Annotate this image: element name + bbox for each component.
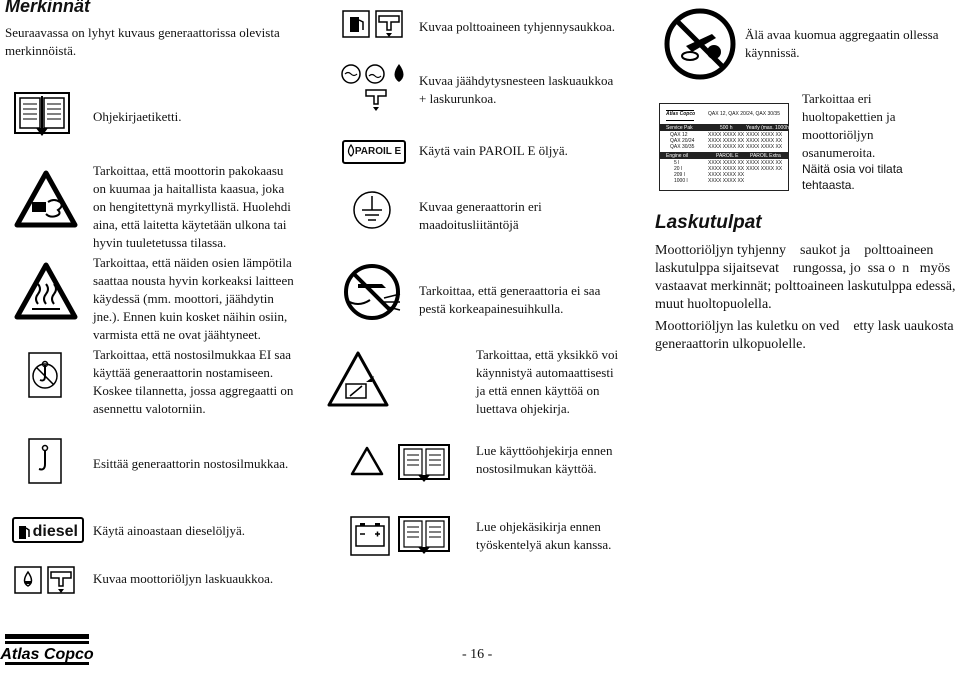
hot-line: jne.). Ennen kuin kosket näihin osiin, — [93, 309, 288, 324]
drain1-line-3: vastaavat merkinnät; polttoaineen laskutulppa edessä, — [655, 279, 956, 294]
hot-line: Tarkoittaa, että näiden osien lämpötila — [93, 255, 292, 270]
card-cell: XXXX XXXX XX — [708, 144, 745, 150]
oil-drain-text: Kuvaa moottoriöljyn laskuaukkoa. — [93, 571, 274, 586]
paroil-text: Käytä vain PAROIL E öljyä. — [419, 143, 568, 158]
hot-surface-icon — [14, 262, 78, 320]
manual-book-small-icon-2 — [398, 516, 450, 556]
hot-line: varmista että ne ovat jäähtyneet. — [93, 327, 261, 342]
card-cell: XXXX XXXX XX — [708, 178, 745, 184]
manual-book-small-icon — [398, 444, 450, 484]
card-oil-header-2: PAROIL E — [716, 153, 739, 159]
card-cell: 209 l — [674, 172, 685, 178]
pressure-line-2: pestä korkeapainesuihkulla. — [419, 301, 564, 316]
card-cell: QAX 20/24 — [670, 138, 695, 144]
oil-drain-icon — [14, 566, 78, 598]
lift-point-text: Esittää generaattorin nostosilmukkaa. — [93, 456, 289, 471]
lifting-line: Koskee tilannetta, jossa aggregaatti on — [93, 383, 294, 398]
drain1-line-4: muut huoltopuolella. — [655, 297, 772, 312]
service-pak-card — [659, 103, 789, 191]
atlas-copco-logo — [0, 634, 94, 668]
warning-triangle-icon — [350, 446, 384, 476]
service2-line-2: tehtaasta. — [802, 178, 855, 192]
card-brand: Atlas Copco — [666, 110, 694, 121]
card-cell: 20 l — [674, 166, 683, 172]
hot-line: käydessä (mm. moottori, jäähdytin — [93, 291, 274, 306]
section-title-drain-plugs: Laskutulpat — [655, 212, 762, 233]
no-pressure-washer-icon — [336, 264, 408, 320]
hood-line-1: Älä avaa kuomua aggregaatin ollessa — [745, 27, 939, 42]
card-cell: XXXX XXXX XX — [746, 138, 783, 144]
card-cell: XXXX XXXX XX — [746, 132, 783, 138]
auto-line-3: ja että ennen käyttöä on — [476, 383, 600, 398]
exhaust-line: aina, että laitetta käytetään ulkona tai — [93, 217, 287, 232]
exhaust-line: on kuumaa ja haitallista kaasua, joka — [93, 181, 285, 196]
card-cell: 1000 l — [674, 178, 688, 184]
service-line-3: moottoriöljyn — [802, 127, 874, 142]
drain1-line-1: Moottoriöljyn tyhjenny saukot ja polttoaineen — [655, 243, 934, 258]
lifting-line: asennettu valotorniin. — [93, 401, 206, 416]
ground-icon — [352, 190, 392, 230]
drain2-line-2: generaattorin ulkopuolelle. — [655, 337, 806, 352]
card-oil-header-1: Engine oil — [666, 153, 688, 159]
card-cell: XXXX XXXX XX — [746, 166, 783, 172]
card-cell: XXXX XXXX XX — [708, 132, 745, 138]
diesel-label-text: diesel — [32, 523, 78, 540]
fuel-drain-text: Kuvaa polttoaineen tyhjennysaukkoa. — [419, 19, 616, 34]
card-cell: 5 l — [674, 160, 680, 166]
auto-line-2: käynnistyä automaattisesti — [476, 365, 614, 380]
coolant-line-2: + laskurunkoa. — [419, 91, 497, 106]
exhaust-line: Tarkoittaa, että moottorin pakokaasu — [93, 163, 284, 178]
drain2-line-1: Moottoriöljyn las kuletku on ved etty lask uaukosta — [655, 319, 954, 334]
lift-point-icon — [28, 438, 62, 484]
card-cell: XXXX XXXX XX — [708, 172, 745, 178]
card-header-2: 500 h — [720, 125, 733, 131]
hood-line-2: käynnissä. — [745, 45, 800, 60]
manual-battery-line-1: Lue ohjekäsikirja ennen — [476, 519, 601, 534]
card-header-3: Yearly (max. 1000h) — [746, 125, 791, 131]
card-model: QAX 12, QAX 20/24, QAX 30/35 — [708, 111, 780, 117]
no-open-hood-icon — [664, 8, 736, 80]
lifting-line: Tarkoittaa, että nostosilmukkaa EI saa — [93, 347, 291, 362]
drain1-line-2: laskutulppa sijaitsevat rungossa, jo ssa o n myös — [655, 261, 951, 276]
oil-drop-icon — [346, 144, 356, 158]
card-cell: QAX 12 — [670, 132, 688, 138]
auto-line-4: luettava ohjekirja. — [476, 401, 570, 416]
manual-label-text: Ohjekirjaetiketti. — [93, 109, 182, 124]
intro-line-1: Seuraavassa on lyhyt kuvaus generaattorissa olevista — [5, 25, 280, 40]
page-title: Merkinnät — [5, 0, 91, 16]
manual-book-icon — [14, 92, 70, 138]
ground-line-2: maadoitusliitäntöjä — [419, 217, 519, 232]
paroil-label-text: PAROIL E — [354, 146, 402, 157]
manual-battery-line-2: työskentelyä akun kanssa. — [476, 537, 612, 552]
intro-line-2: merkinnöistä. — [5, 43, 77, 58]
hot-line: saattaa nousta hyvin korkeaksi laitteen — [93, 273, 294, 288]
manual-lift-line-1: Lue käyttöohjekirja ennen — [476, 443, 613, 458]
card-cell: XXXX XXXX XX — [708, 166, 745, 172]
auto-start-warning-icon — [326, 350, 390, 408]
card-cell: QAX 30/35 — [670, 144, 695, 150]
card-oil-header-3: PAROIL Extra — [750, 153, 781, 159]
exhaust-warning-icon — [14, 170, 78, 228]
card-header-1: Service Pak — [666, 125, 693, 131]
logo-text: Atlas Copco — [0, 646, 94, 663]
service-line-2: huoltopakettien ja — [802, 109, 896, 124]
ground-line-1: Kuvaa generaattorin eri — [419, 199, 542, 214]
battery-icon — [350, 516, 390, 556]
coolant-drain-icon — [340, 62, 412, 112]
card-cell: XXXX XXXX XX — [708, 160, 745, 166]
page-number: - 16 - — [462, 647, 493, 662]
diesel-text: Käytä ainoastaan dieselöljyä. — [93, 523, 245, 538]
card-cell: XXXX XXXX XX — [746, 144, 783, 150]
service2-line-1: Näitä osia voi tilata — [802, 162, 903, 176]
diesel-label — [12, 517, 84, 543]
service-line-1: Tarkoittaa eri — [802, 91, 872, 106]
card-cell: XXXX XXXX XX — [746, 160, 783, 166]
lifting-line: käyttää generaattorin nostamiseen. — [93, 365, 274, 380]
auto-line-1: Tarkoittaa, että yksikkö voi — [476, 347, 619, 362]
exhaust-line: on hengitettynä myrkyllistä. Huolehdi — [93, 199, 291, 214]
pressure-line-1: Tarkoittaa, että generaattoria ei saa — [419, 283, 601, 298]
manual-lift-line-2: nostosilmukan käyttöä. — [476, 461, 597, 476]
no-lifting-icon — [28, 352, 62, 398]
card-cell: XXXX XXXX XX — [708, 138, 745, 144]
coolant-line-1: Kuvaa jäähdytysnesteen laskuaukkoa — [419, 73, 614, 88]
service-line-4: osanumeroita. — [802, 145, 876, 160]
exhaust-line: hyvin tuuletetussa tilassa. — [93, 235, 227, 250]
fuel-drain-icon — [342, 10, 406, 42]
